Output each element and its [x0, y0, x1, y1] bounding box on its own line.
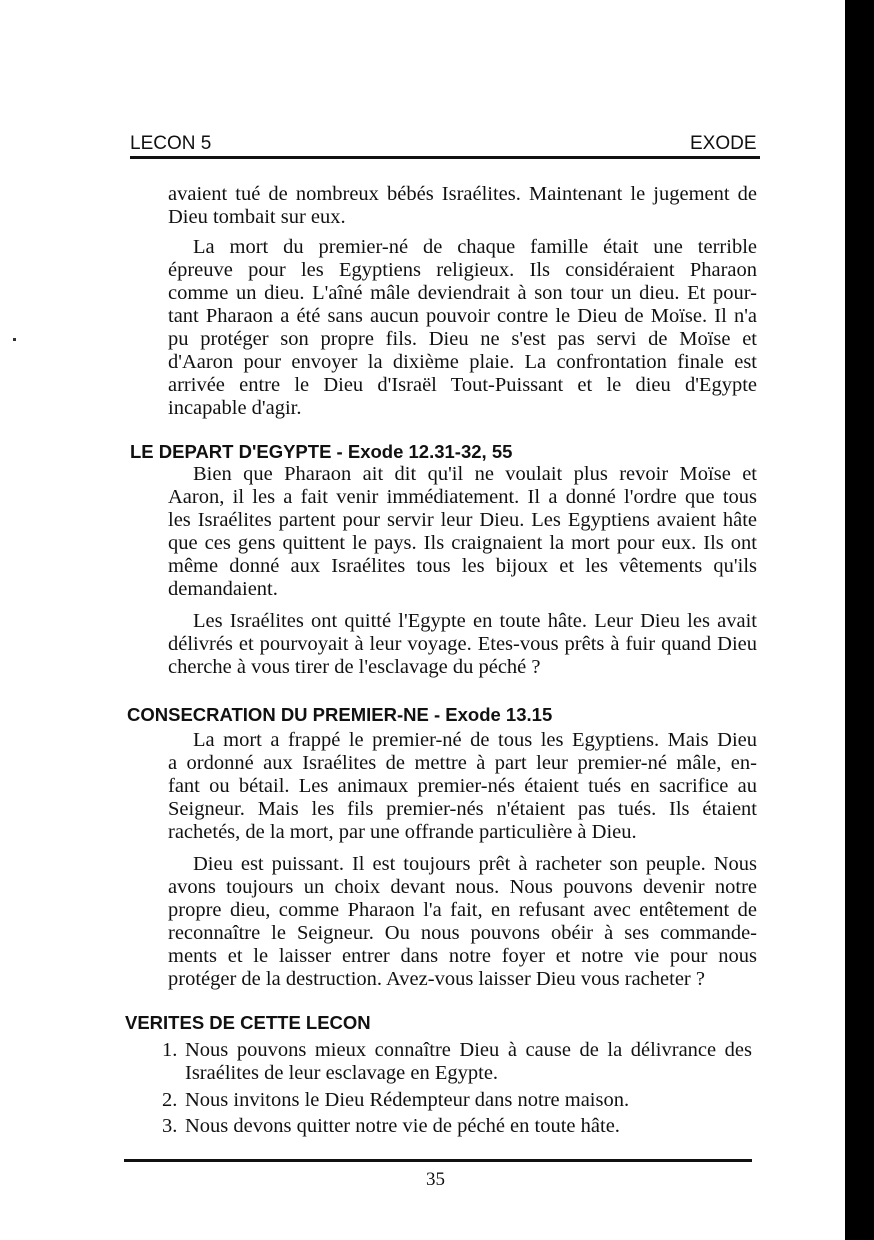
- text-line: rachetés, de la mort, par une offrande particulière à Dieu.: [168, 821, 637, 843]
- text-line: protéger de la destruction. Avez-vous laisser Dieu vous racheter ?: [168, 968, 705, 990]
- paragraph: [168, 729, 757, 844]
- text-line: La mort du premier-né de chaque famille était une terrible: [193, 236, 757, 258]
- section-heading: VERITES DE CETTE LECON: [125, 1012, 371, 1033]
- text-line: a ordonné aux Israélites de mettre à part leur premier-né mâle, en-: [168, 752, 757, 774]
- list-item: [162, 1039, 752, 1085]
- text-line: pu protéger son propre fils. Dieu ne s'est pas servi de Moïse et: [168, 328, 757, 350]
- text-line: Israélites de leur esclavage en Egypte.: [185, 1062, 499, 1084]
- text-line: Nous devons quitter notre vie de péché en toute hâte.: [185, 1115, 620, 1137]
- text-line: avaient tué de nombreux bébés Israélites. Maintenant le jugement de: [168, 183, 757, 205]
- list-text: [185, 1039, 752, 1085]
- section-heading: LE DEPART D'EGYPTE - Exode 12.31-32, 55: [130, 441, 513, 462]
- text-line: épreuve pour les Egyptiens religieux. Ils considéraient Pharaon: [168, 259, 757, 281]
- text-line: incapable d'agir.: [168, 397, 302, 419]
- text-line: même donné aux Israélites tous les bijoux et les vêtements qu'ils: [168, 555, 757, 577]
- list-item: [162, 1089, 752, 1112]
- text-line: cherche à vous tirer de l'esclavage du péché ?: [168, 656, 541, 678]
- text-line: arrivée entre le Dieu d'Israël Tout-Puissant et le dieu d'Egypte: [168, 374, 757, 396]
- text-line: comme un dieu. L'aîné mâle deviendrait à son tour un dieu. Et pour-: [168, 282, 757, 304]
- paragraph: [168, 236, 757, 420]
- page-number: 35: [426, 1169, 445, 1190]
- text-line: avons toujours un choix devant nous. Nous pouvons devenir notre: [168, 876, 757, 898]
- text-line: Nous pouvons mieux connaître Dieu à cause de la délivrance des: [185, 1039, 752, 1061]
- text-line: Nous invitons le Dieu Rédempteur dans notre maison.: [185, 1089, 630, 1111]
- text-line: tant Pharaon a été sans aucun pouvoir contre le Dieu de Moïse. Il n'a: [168, 305, 757, 327]
- text-line: La mort a frappé le premier-né de tous les Egyptiens. Mais Dieu: [193, 729, 757, 751]
- text-line: fant ou bétail. Les animaux premier-nés étaient tués en sacrifice au: [168, 775, 757, 797]
- text-line: Les Israélites ont quitté l'Egypte en toute hâte. Leur Dieu les avait: [193, 610, 757, 632]
- scan-edge-shadow: [845, 0, 874, 1240]
- text-line: Dieu tombait sur eux.: [168, 206, 346, 228]
- footer-rule: [124, 1159, 752, 1162]
- paragraph: [168, 183, 757, 229]
- text-line: Dieu est puissant. Il est toujours prêt à racheter son peuple. Nous: [193, 853, 757, 875]
- text-line: demandaient.: [168, 578, 278, 600]
- text-line: délivrés et pourvoyait à leur voyage. Etes-vous prêts à fuir quand Dieu: [168, 633, 757, 655]
- text-line: Aaron, il les a fait venir immédiatement. Il a donné l'ordre que tous: [168, 486, 757, 508]
- list-text: [185, 1115, 752, 1138]
- paragraph: [168, 610, 757, 679]
- text-line: ments et le laisser entrer dans notre foyer et notre vie pour nous: [168, 945, 757, 967]
- text-line: propre dieu, comme Pharaon l'a fait, en refusant avec entêtement de: [168, 899, 757, 921]
- list-number: 1.: [162, 1039, 178, 1061]
- section-heading: CONSECRATION DU PREMIER-NE - Exode 13.15: [127, 704, 553, 725]
- list-number: 2.: [162, 1089, 178, 1111]
- scan-speck: [13, 338, 16, 341]
- list-text: [185, 1089, 752, 1112]
- text-line: Seigneur. Mais les fils premier-nés n'étaient pas tués. Ils étaient: [168, 798, 757, 820]
- header-rule: [130, 156, 760, 159]
- text-line: les Israélites partent pour servir leur Dieu. Les Egyptiens avaient hâte: [168, 509, 757, 531]
- list-number: 3.: [162, 1115, 178, 1137]
- paragraph: [168, 463, 757, 601]
- running-header-lesson: LECON 5: [130, 133, 212, 154]
- text-line: d'Aaron pour envoyer la dixième plaie. La confrontation finale est: [168, 351, 757, 373]
- text-line: que ces gens quittent le pays. Ils craignaient la mort pour eux. Ils ont: [168, 532, 757, 554]
- list-item: [162, 1115, 752, 1138]
- text-line: Bien que Pharaon ait dit qu'il ne voulait plus revoir Moïse et: [193, 463, 757, 485]
- running-header-title: EXODE: [690, 133, 757, 154]
- text-line: reconnaître le Seigneur. Ou nous pouvons obéir à ses commande-: [168, 922, 757, 944]
- paragraph: [168, 853, 757, 991]
